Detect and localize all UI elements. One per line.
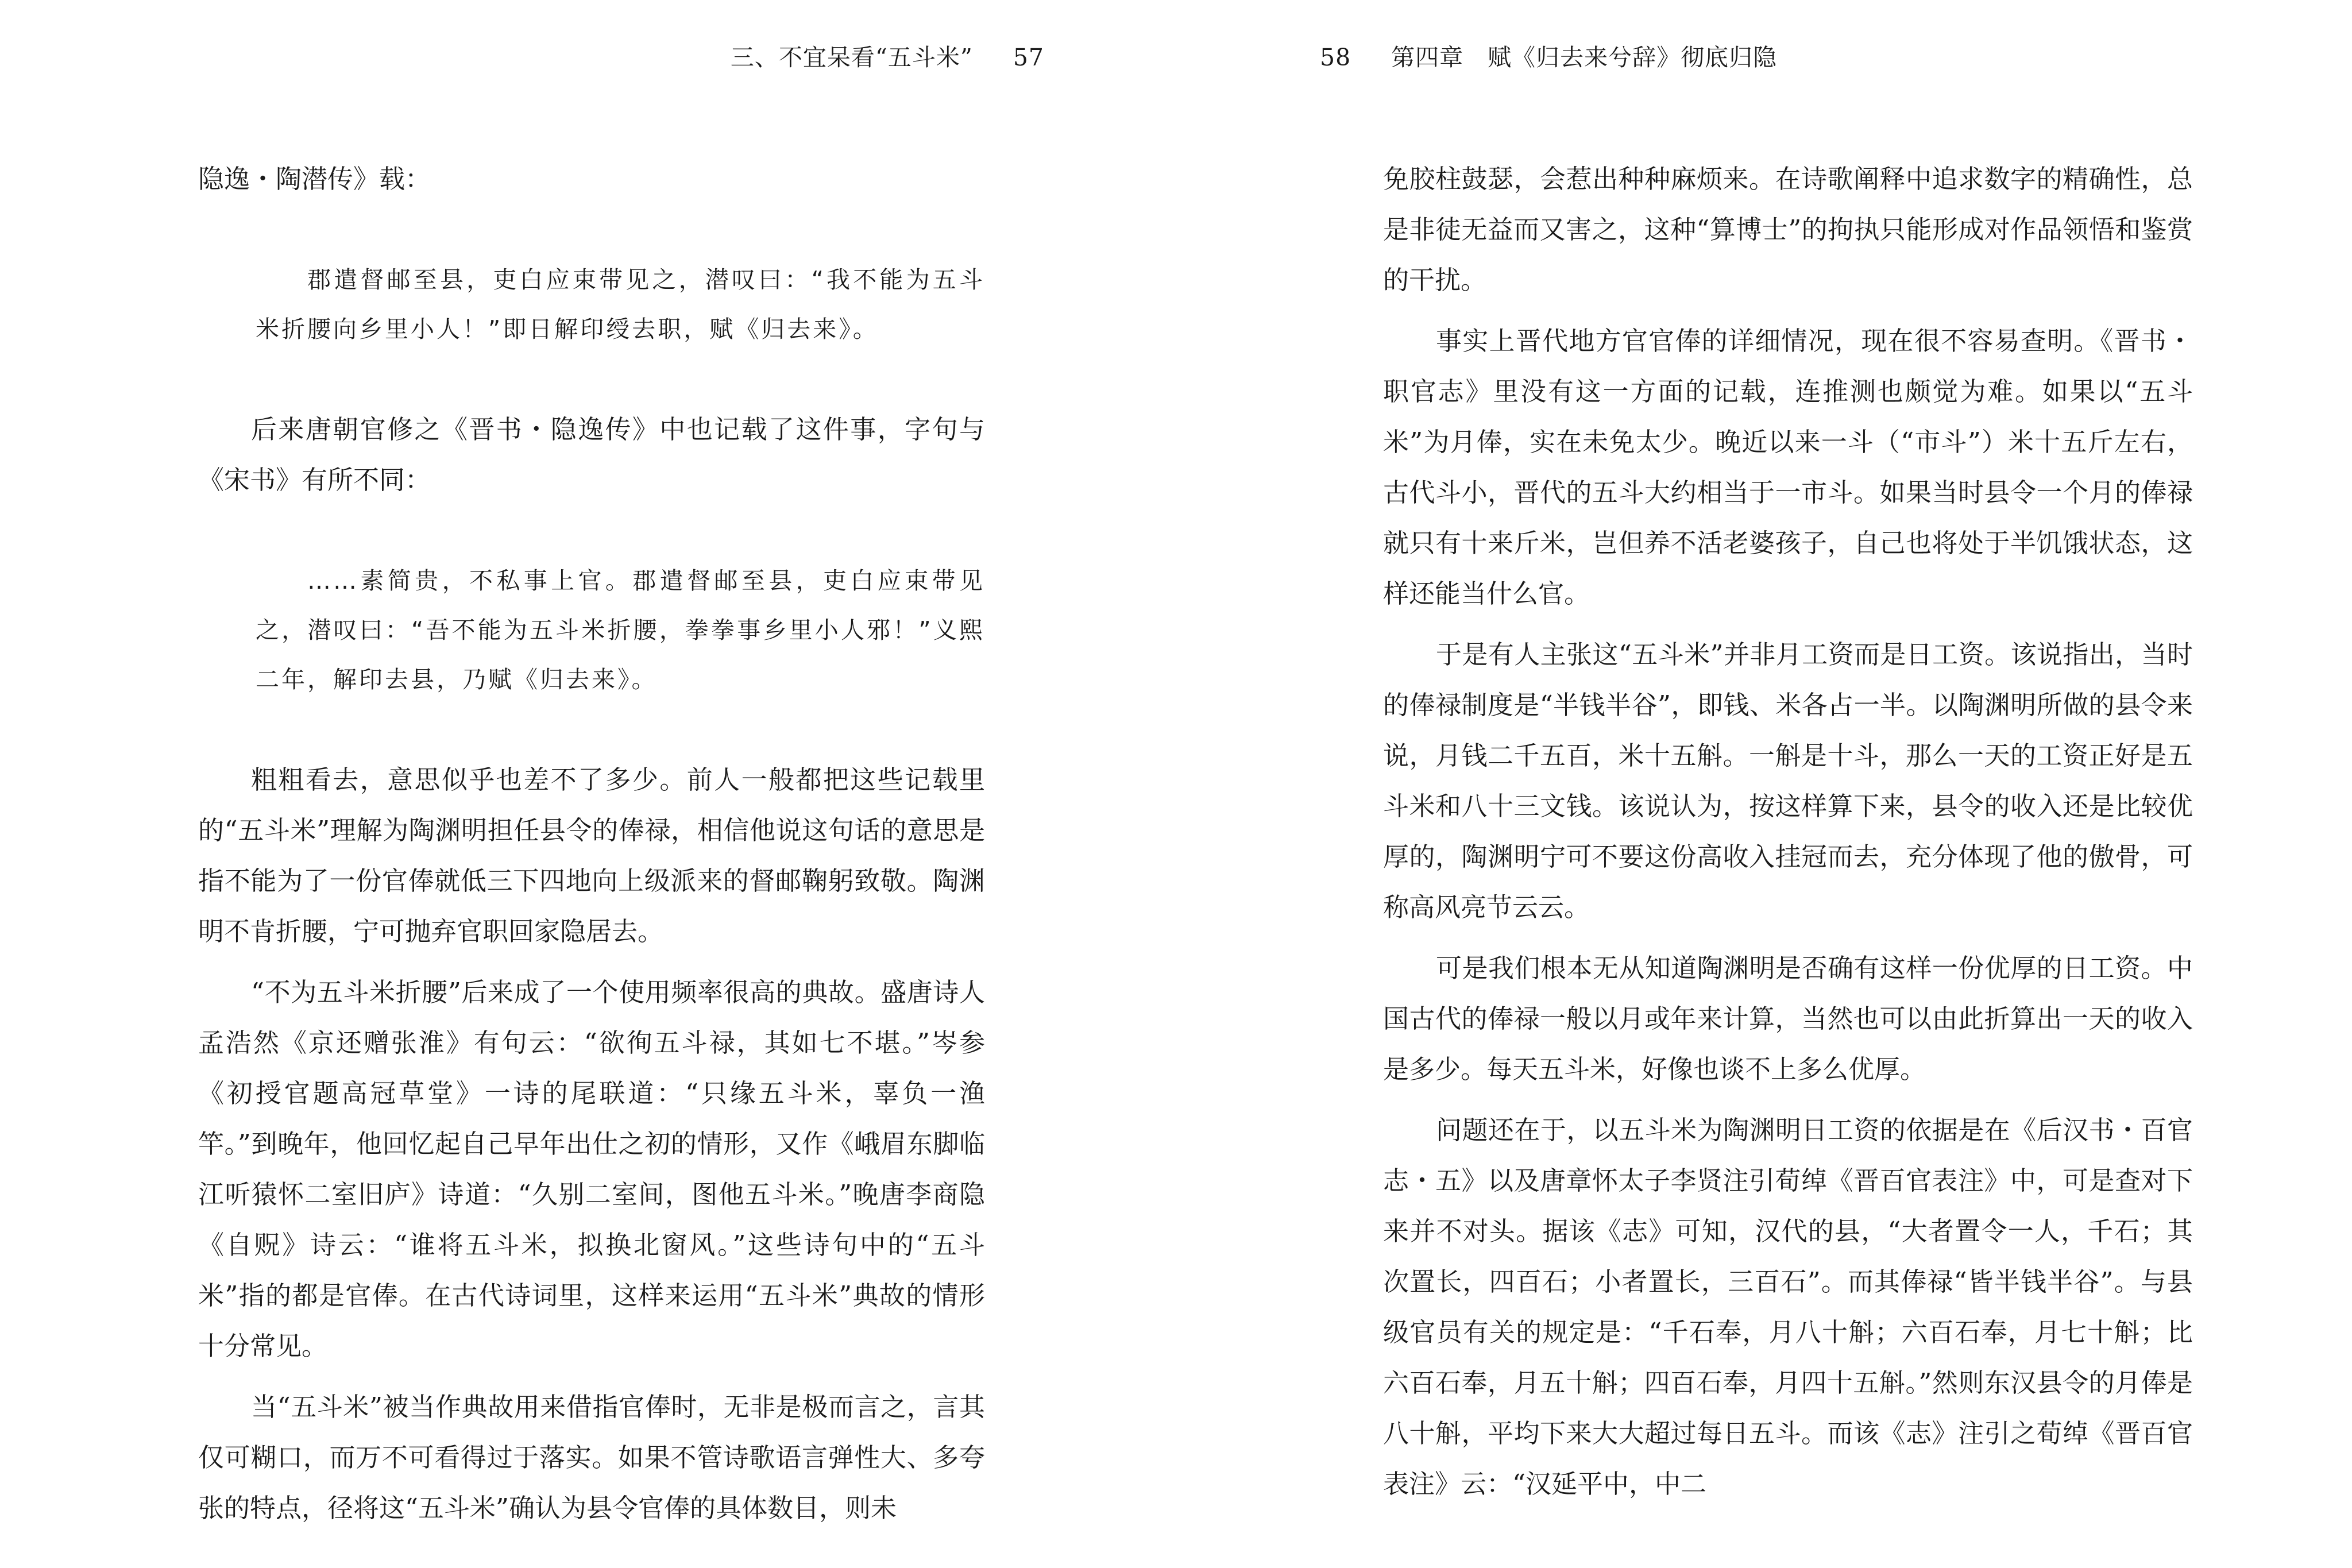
running-head-title: 第四章 赋《归去来兮辞》彻底归隐 (1391, 44, 1778, 71)
running-head-left (731, 40, 1044, 75)
running-head-right (1320, 40, 1777, 75)
page-number: 57 (1013, 44, 1044, 71)
right-page (1176, 0, 2352, 1568)
block-quote (198, 556, 985, 704)
paragraph: 当“五斗米”被当作典故用来借指官俸时，无非是极而言之，言其仅可糊口，而万不可看得过于落实。如果不管诗歌语言弹性大、多夸张的特点，径将这“五斗米”确认为县令官俸的具体数目，则未 (198, 1392, 985, 1523)
quote-paragraph: ……素简贵，不私事上官。郡遣督邮至县，吏白应束带见之，潜叹曰：“吾不能为五斗米折腰，拳拳事乡里小人邪！”义熙二年，解印去县，乃赋《归去来》。 (256, 567, 985, 693)
paragraph: 问题还在于，以五斗米为陶渊明日工资的依据是在《后汉书・百官志・五》以及唐章怀太子李贤注引荀绰《晋百官表注》中，可是查对下来并不对头。据该《志》可知，汉代的县，“大者置令一人，千石；其次置长，四百石；小者置长，三百石”。而其俸禄“皆半钱半谷”。与县级官员有关的规定是：“千石奉，月八十斛；六百石奉，月七十斛；比六百石奉，月五十斛；四百石奉，月四十五斛。”然则东汉县令的月俸是八十斛，平均下来大大超过每日五斗。而该《志》注引之荀绰《晋百官表注》云：“汉延平中，中二 (1383, 1115, 2193, 1499)
block-quote (198, 255, 985, 354)
quote-paragraph: 郡遣督邮至县，吏白应束带见之，潜叹曰：“我不能为五斗米折腰向乡里小人！”即日解印绶去职，赋《归去来》。 (256, 266, 985, 343)
paragraph: 可是我们根本无从知道陶渊明是否确有这样一份优厚的日工资。中国古代的俸禄一般以月或年来计算，当然也可以由此折算出一天的收入是多少。每天五斗米，好像也谈不上多么优厚。 (1383, 953, 2193, 1084)
running-head-title: 三、不宜呆看“五斗米” (730, 44, 973, 71)
paragraph: 免胶柱鼓瑟，会惹出种种麻烦来。在诗歌阐释中追求数字的精确性，总是非徒无益而又害之，这种“算博士”的拘执只能形成对作品领悟和鉴赏的干扰。 (1383, 164, 2193, 295)
body-text-right (1383, 154, 2193, 1509)
body-text-left (198, 154, 985, 1534)
paragraph: 粗粗看去，意思似乎也差不了多少。前人一般都把这些记载里的“五斗米”理解为陶渊明担任县令的俸禄，相信他说这句话的意思是指不能为了一份官俸就低三下四地向上级派来的督邮鞠躬致敬。陶渊明不肯折腰，宁可抛弃官职回家隐居去。 (198, 764, 985, 947)
paragraph: 于是有人主张这“五斗米”并非月工资而是日工资。该说指出，当时的俸禄制度是“半钱半谷”，即钱、米各占一半。以陶渊明所做的县令来说，月钱二千五百，米十五斛。一斛是十斗，那么一天的工资正好是五斗米和八十三文钱。该说认为，按这样算下来，县令的收入还是比较优厚的，陶渊明宁可不要这份高收入挂冠而去，充分体现了他的傲骨，可称高风亮节云云。 (1383, 639, 2193, 922)
paragraph: 隐逸・陶潜传》载： (198, 164, 431, 194)
paragraph: 后来唐朝官修之《晋书・隐逸传》中也记载了这件事，字句与《宋书》有所不同： (198, 414, 985, 495)
paragraph: 事实上晋代地方官官俸的详细情况，现在很不容易查明。《晋书・职官志》里没有这一方面的记载，连推测也颇觉为难。如果以“五斗米”为月俸，实在未免太少。晚近以来一斗（“市斗”）米十五斤左右，古代斗小，晋代的五斗大约相当于一市斗。如果当时县令一个月的俸禄就只有十来斤米，岂但养不活老婆孩子，自己也将处于半饥饿状态，这样还能当什么官。 (1383, 326, 2193, 609)
paragraph: “不为五斗米折腰”后来成了一个使用频率很高的典故。盛唐诗人孟浩然《京还赠张淮》有句云：“欲徇五斗禄，其如七不堪。”岑参《初授官题高冠草堂》一诗的尾联道：“只缘五斗米，辜负一渔竿。”到晚年，他回忆起自己早年出仕之初的情形，又作《峨眉东脚临江听猿怀二室旧庐》诗道：“久别二室间，图他五斗米。”晚唐李商隐《自贶》诗云：“谁将五斗米，拟换北窗风。”这些诗句中的“五斗米”指的都是官俸。在古代诗词里，这样来运用“五斗米”典故的情形十分常见。 (198, 977, 985, 1361)
page-number: 58 (1320, 44, 1351, 71)
